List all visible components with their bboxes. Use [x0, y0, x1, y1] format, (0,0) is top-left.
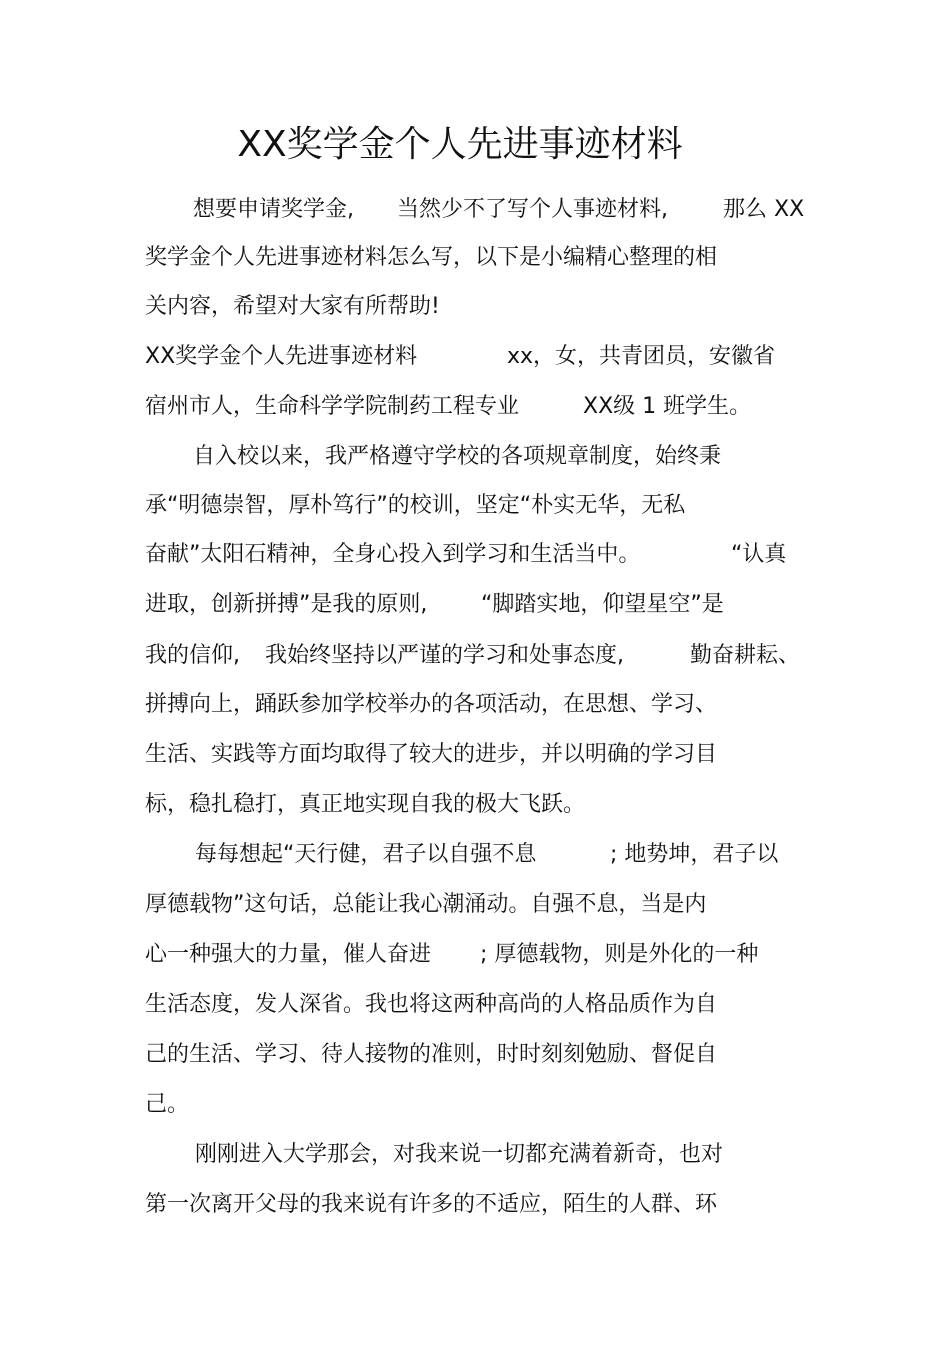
text-segment: ; 厚德载物，则是外化的一种 — [480, 942, 759, 967]
text-segment: 我始终坚持以严谨的学习和处事态度, — [265, 643, 624, 668]
text-segment: 刚刚进入大学那会，对我来说一切都充满着新奇，也对 — [195, 1142, 724, 1167]
text-segment: 承“明德崇智，厚朴笃行”的校训，坚定“朴实无华，无私 — [145, 493, 686, 518]
text-segment: 厚德载物”这句话，总能让我心潮涌动。自强不息，当是内 — [145, 892, 707, 917]
text-segment: 进取，创新拼搏”是我的原则, — [145, 592, 428, 617]
text-segment: 那么 XX — [723, 197, 805, 222]
text-segment: 拼搏向上，踊跃参加学校举办的各项活动，在思想、学习、 — [145, 692, 718, 717]
text-segment: 自入校以来，我严格遵守学校的各项规章制度，始终秉 — [193, 444, 722, 469]
text-segment: 第一次离开父母的我来说有许多的不适应，陌生的人群、环 — [145, 1192, 718, 1217]
text-segment: 奋献”太阳石精神，全身心投入到学习和生活当中。 — [145, 542, 641, 567]
text-segment: XX奖学金个人先进事迹材料 — [145, 344, 418, 369]
text-segment: 每每想起“天行健，君子以自强不息 — [195, 842, 537, 867]
text-segment: 宿州市人，生命科学学院制药工程专业 — [145, 394, 520, 419]
text-segment: 勤奋耕耘、 — [690, 643, 801, 668]
text-segment: 奖学金个人先进事迹材料怎么写，以下是小编精心整理的相 — [145, 245, 718, 270]
text-segment: “脚踏实地，仰望星空”是 — [481, 592, 724, 617]
text-segment: xx，女，共青团员，安徽省 — [507, 344, 776, 369]
text-segment: 关内容，希望对大家有所帮助! — [145, 294, 440, 319]
text-segment: 生活态度，发人深省。我也将这两种高尚的人格品质作为自 — [145, 992, 718, 1017]
text-segment: “认真 — [731, 542, 787, 567]
text-segment: ; 地势坤，君子以 — [610, 842, 779, 867]
document-title: XX奖学金个人先进事迹材料 — [237, 124, 683, 165]
text-segment: 我的信仰, — [145, 643, 240, 668]
text-segment: 己的生活、学习、待人接物的准则，时时刻刻勉励、督促自 — [145, 1042, 718, 1067]
text-segment: 当然少不了写个人事迹材料, — [397, 197, 668, 222]
text-segment: 心一种强大的力量，催人奋进 — [145, 942, 432, 967]
text-segment: 想要申请奖学金, — [193, 197, 354, 222]
text-segment: 标，稳扎稳打，真正地实现自我的极大飞跃。 — [145, 792, 586, 817]
text-segment: 己。 — [145, 1092, 190, 1117]
text-segment: 生活、实践等方面均取得了较大的进步，并以明确的学习目 — [145, 742, 718, 767]
text-segment: XX级 1 班学生。 — [583, 394, 752, 419]
